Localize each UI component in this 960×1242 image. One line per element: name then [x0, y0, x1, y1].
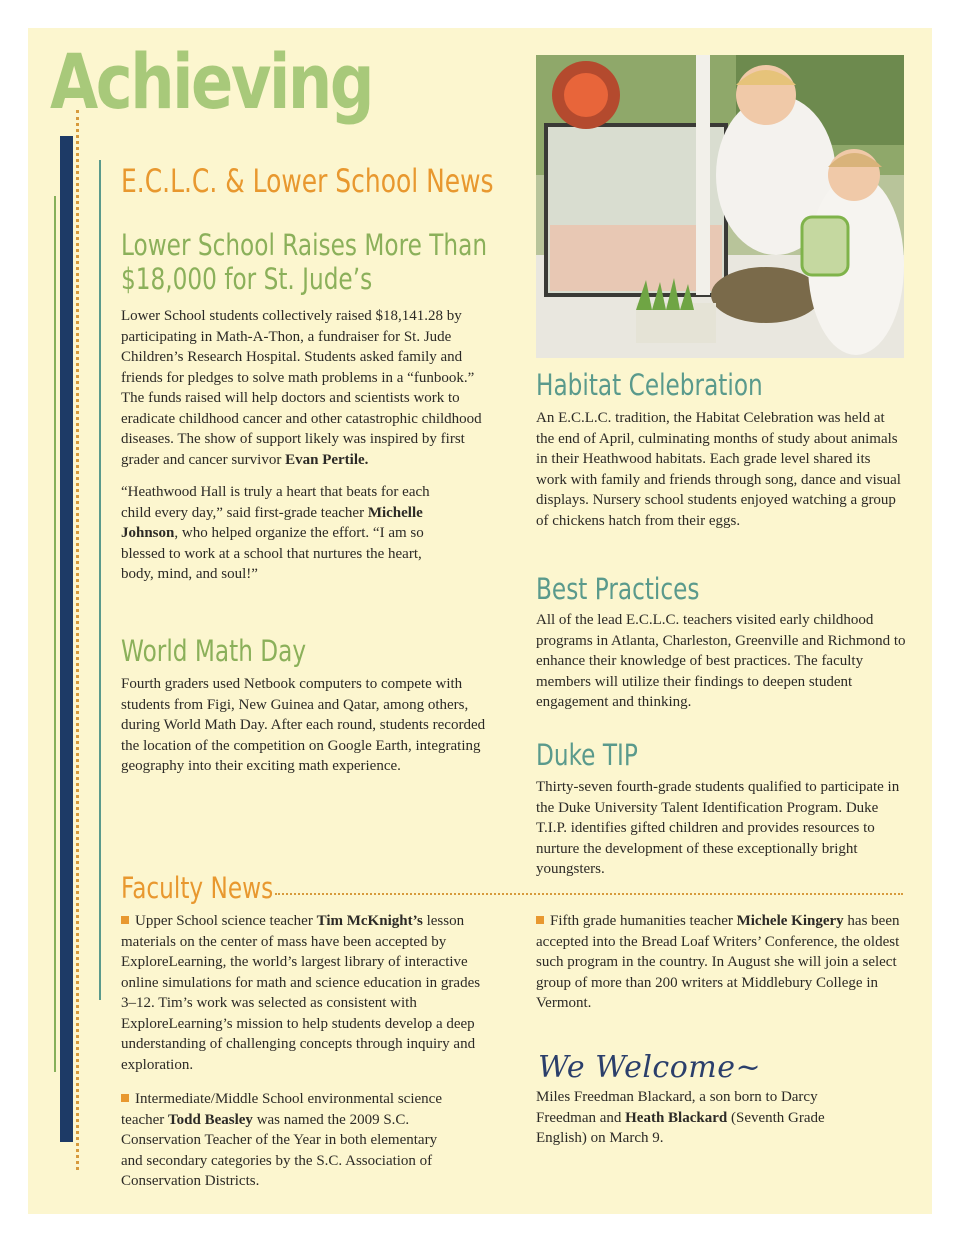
faculty-news-heading: Faculty News [121, 871, 274, 905]
welcome-text [536, 1087, 866, 1149]
welcome-heading: We Welcome~ [538, 1050, 762, 1085]
st-jude-paragraph-1 [121, 306, 493, 470]
best-practices-text: All of the lead E.C.L.C. teachers visited early childhood programs in Atlanta, Charleston, Greenville and Richmond to enhance their knowledge of best practices. The faculty members will utilize their findings to deepen student engagement and thinking. [536, 612, 906, 710]
st-jude-p2-name: Michelle Johnson [121, 504, 423, 541]
masthead: Achieving [50, 37, 372, 126]
duke-tip-text: Thirty-seven fourth-grade students qualified to participate in the Duke University Talent Identification Program. Duke T.I.P. identifies gifted children and provides resources to nurture the development of these exceptionally bright youngsters. [536, 779, 900, 877]
st-jude-p1-text: Lower School students collectively raised $18,141.28 by participating in Math-A-Thon, a fundraiser for St. Jude Children’s Research Hospital. Students asked family and friends for pledges to solve math problems in a “funbook.” The funds raised will help doctors and scientists work to eradicate childhood cancer and other catastrophic childhood diseases. The show of support likely was inspired by first grader and cancer survivor [121, 308, 482, 468]
bullet-icon [121, 1094, 129, 1102]
faculty-item-3-text [536, 911, 906, 1014]
faculty-news-divider [275, 893, 903, 895]
st-jude-heading-line2: $18,000 for St. Jude’s [121, 262, 373, 297]
world-math-heading: World Math Day [121, 634, 307, 668]
duke-tip-heading: Duke TIP [536, 738, 638, 772]
st-jude-p2-text-b: , who helped organize the effort. “I am so blessed to work at a school that nurtures the heart, body, mind, and soul!” [121, 525, 424, 582]
faculty-item-3-intro: Fifth grade humanities teacher [550, 913, 733, 929]
st-jude-article [121, 306, 493, 585]
faculty-item-1-text [121, 911, 493, 1075]
classroom-photo [536, 55, 904, 358]
st-jude-p2-text-a: “Heathwood Hall is truly a heart that beats for each child every day,” said first-grade teacher [121, 484, 430, 521]
st-jude-heading [121, 228, 487, 296]
faculty-news-item-2 [121, 1089, 461, 1192]
faculty-news-item-3 [536, 911, 906, 1014]
faculty-item-2-intro: Intermediate/Middle School environmental science teacher [121, 1091, 442, 1128]
st-jude-paragraph-2 [121, 482, 451, 585]
faculty-news-item-1 [121, 911, 493, 1075]
faculty-item-1-body: lesson materials on the center of mass have been accepted by ExploreLearning, the world’s largest library of interactive online simulations for math and science education in grades 3–12. Tim’s work was selected as consistent with ExploreLearning’s mission to help students develop a deep understanding of challenging concepts through inquiry and exploration. [121, 913, 481, 1073]
st-jude-heading-line1: Lower School Raises More Than [121, 228, 488, 262]
welcome-text-a: Miles Freedman Blackard, a son born to Darcy Freedman and [536, 1089, 818, 1126]
classroom-photo-icon [536, 55, 904, 358]
faculty-item-2-name: Todd Beasley [168, 1111, 253, 1128]
dotted-rail-decoration [76, 110, 79, 1170]
faculty-item-3-name: Michele Kingery [736, 913, 844, 929]
faculty-item-2-text [121, 1089, 461, 1192]
green-rail-decoration [54, 196, 56, 1072]
bullet-icon [121, 916, 129, 924]
welcome-name: Heath Blackard [625, 1109, 728, 1126]
faculty-item-1-name: Tim McKnight’s [316, 913, 423, 929]
faculty-item-1-intro: Upper School science teacher [135, 913, 313, 929]
navy-rail-decoration [60, 136, 73, 1142]
faculty-item-2-body: was named the 2009 S.C. Conservation Teacher of the Year in both elementary and secondary categories by the S.C. Association of Conservation Districts. [121, 1111, 438, 1189]
best-practices-heading: Best Practices [536, 572, 700, 606]
habitat-text: An E.C.L.C. tradition, the Habitat Celebration was held at the end of April, culminating months of study about animals in their Heathwood habitats. Each grade level shared its work with family and friends through song, dance and visual displays. Nursery school students enjoyed watching a group of chickens hatch from their eggs. [536, 410, 901, 529]
welcome-text-b: (Seventh Grade English) on March 9. [536, 1109, 825, 1146]
bullet-icon [536, 916, 544, 924]
section-title: E.C.L.C. & Lower School News [121, 162, 494, 200]
habitat-heading: Habitat Celebration [536, 368, 763, 402]
welcome-paragraph [536, 1087, 866, 1149]
teal-rail-decoration [99, 160, 101, 1000]
faculty-item-3-body: has been accepted into the Bread Loaf Writers’ Conference, the oldest such program in the country. In August she will join a select group of more than 200 writers at Middlebury College in Vermont. [536, 913, 900, 1011]
st-jude-p1-name: Evan Pertile. [285, 451, 369, 468]
world-math-text: Fourth graders used Netbook computers to compete with students from Figi, New Guinea and Qatar, among others, during World Math Day. After each round, students recorded the location of the competition on Google Earth, integrating geography into their exciting math experience. [121, 676, 486, 774]
